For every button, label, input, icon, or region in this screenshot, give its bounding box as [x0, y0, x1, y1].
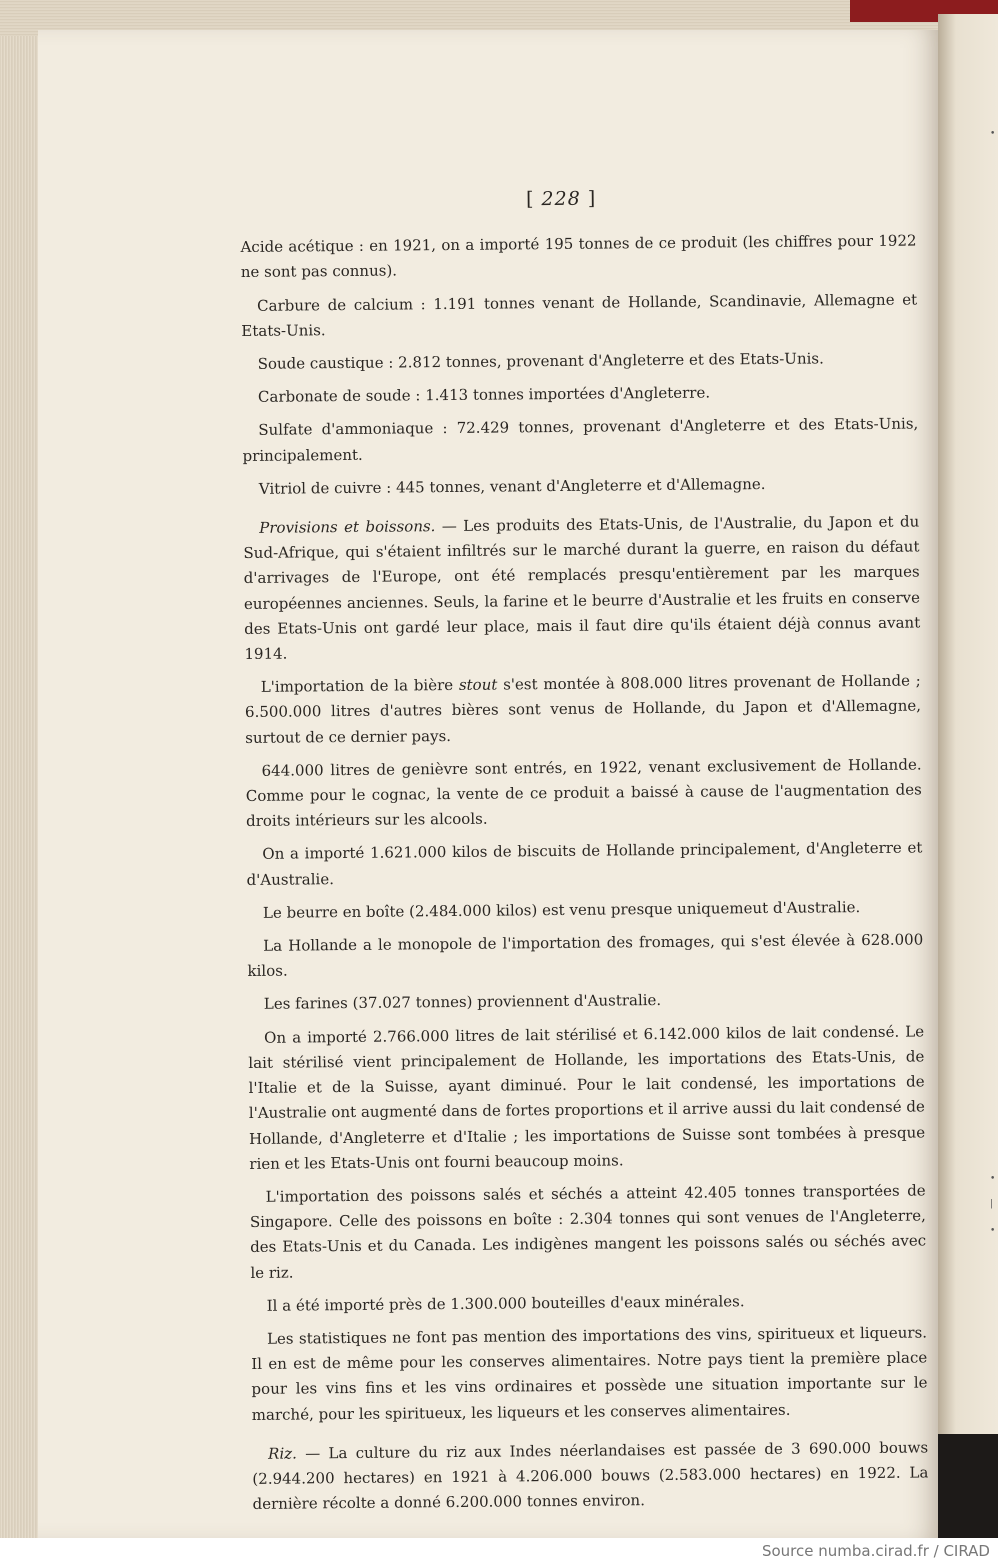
paragraph: Le beurre en boîte (2.484.000 kilos) est venu presque uniquemeut d'Australie.: [262, 897, 861, 922]
paragraph: Soude caustique : 2.812 tonnes, provenant d'Angleterre et des Etats-Unis.: [257, 349, 824, 373]
facing-page-mark: •: [990, 1174, 996, 1184]
facing-page-mark: •: [990, 129, 996, 139]
paragraph: Les statistiques ne font pas mention des importations des vins, spiritueux et liqueurs. Il en est de même pour les conserves alimentaires. Notre pays tient la première place pour les vins fins et les vins ordinaires et possède une situation importante sur le marché, pour les spiritueux, les liqueurs et les conserves alimentaires.: [251, 1323, 928, 1424]
section-heading: Riz.: [268, 1444, 297, 1463]
paragraph: Carbure de calcium : 1.191 tonnes venant de Hollande, Scandinavie, Allemagne et Etats-Unis.: [241, 290, 918, 340]
paragraph: On a importé 1.621.000 kilos de biscuits de Hollande principalement, d'Angleterre et d'Australie.: [246, 838, 923, 889]
emphasis-stout: stout: [458, 675, 498, 695]
footer-bar: [0, 1538, 998, 1566]
paragraph: Les farines (37.027 tonnes) proviennent d'Australie.: [263, 991, 662, 1014]
paragraph: On a importé 2.766.000 litres de lait stérilisé et 6.142.000 kilos de lait condensé. Le lait stérilisé vient principalement de Hollande, les importations des Etats-Unis, de l'Italie et de la Suisse, ayant diminué. Pour le lait condensé, les importations de l'Australie ont augmenté dans de fortes proportions et il arrive aussi du lait condensé de Hollande, d'Angleterre et d'Italie ; les importations de Suisse sont tombées à presque rien et les Etats-Unis ont fourni beaucoup moins.: [248, 1022, 926, 1173]
facing-page-mark: |: [990, 1199, 994, 1209]
section-heading: Provisions et boissons.: [259, 517, 436, 537]
paragraph: Sulfate d'ammoniaque : 72.429 tonnes, provenant d'Angleterre et des Etats-Unis, principalement.: [242, 414, 919, 465]
paragraph: Acide acétique : en 1921, on a importé 195 tonnes de ce produit (les chiffres pour 1922 ne sont pas connus).: [240, 231, 917, 282]
page-stack-left: [0, 0, 40, 1538]
paragraph: Il a été importé près de 1.300.000 bouteilles d'eaux minérales.: [266, 1291, 745, 1315]
paragraph: 644.000 litres de genièvre sont entrés, en 1922, venant exclusivement de Hollande. Comme pour le cognac, la vente de ce produit a baissé à cause de l'augmentation des droits intérieurs sur les alcools.: [245, 755, 922, 831]
facing-page-edge: [938, 14, 998, 1434]
paragraph: L'importation des poissons salés et séchés a atteint 42.405 tonnes transportées de Singapore. Celle des poissons en boîte : 2.304 tonnes qui sont venues de l'Angleterre, des Etats-Unis et du Canada. Les indigènes mangent les poissons salés ou séchés avec le riz.: [249, 1181, 927, 1282]
facing-page-mark: •: [990, 1226, 996, 1236]
paragraph: La Hollande a le monopole de l'importation des fromages, qui s'est élevée à 628.000 kilos.: [247, 930, 924, 981]
paragraph-provisions: Provisions et boissons. — Les produits des Etats-Unis, de l'Australie, du Japon et du Sud-Afrique, qui s'étaient infiltrés sur le marché durant la guerre, en raison du défaut d'arrivages de l'Europe, ont été remplacés presqu'entièrement par les marques européennes anciennes. Seuls, la farine et le beurre d'Australie et les fruits en conserve des Etats-Unis ont gardé leur place, mais il faut dire qu'ils étaient déjà connus avant 1914.: [243, 512, 921, 664]
paragraph: Vitriol de cuivre : 445 tonnes, venant d'Angleterre et d'Allemagne.: [258, 474, 766, 498]
page-text: [240, 184, 929, 1526]
paragraph: L'importation de la bière stout s'est montée à 808.000 litres provenant de Hollande ; 6.500.000 litres d'autres bières sont venus de Hollande, du Japon et d'Allemagne, surtout de ce dernier pays.: [244, 671, 922, 747]
page-number: [ 228 ]: [525, 187, 597, 211]
paragraph: Carbonate de soude : 1.413 tonnes importées d'Angleterre.: [257, 383, 711, 407]
paragraph-riz: Riz. — La culture du riz aux Indes néerlandaises est passée de 3 690.000 bouws (2.944.200 hectares) en 1921 à 4.206.000 bouws (2.583.000 hectares) en 1922. La dernière récolte a donné 6.200.000 tonnes environ.: [252, 1438, 929, 1514]
source-credit: Source numba.cirad.fr / CIRAD: [761, 1542, 990, 1560]
